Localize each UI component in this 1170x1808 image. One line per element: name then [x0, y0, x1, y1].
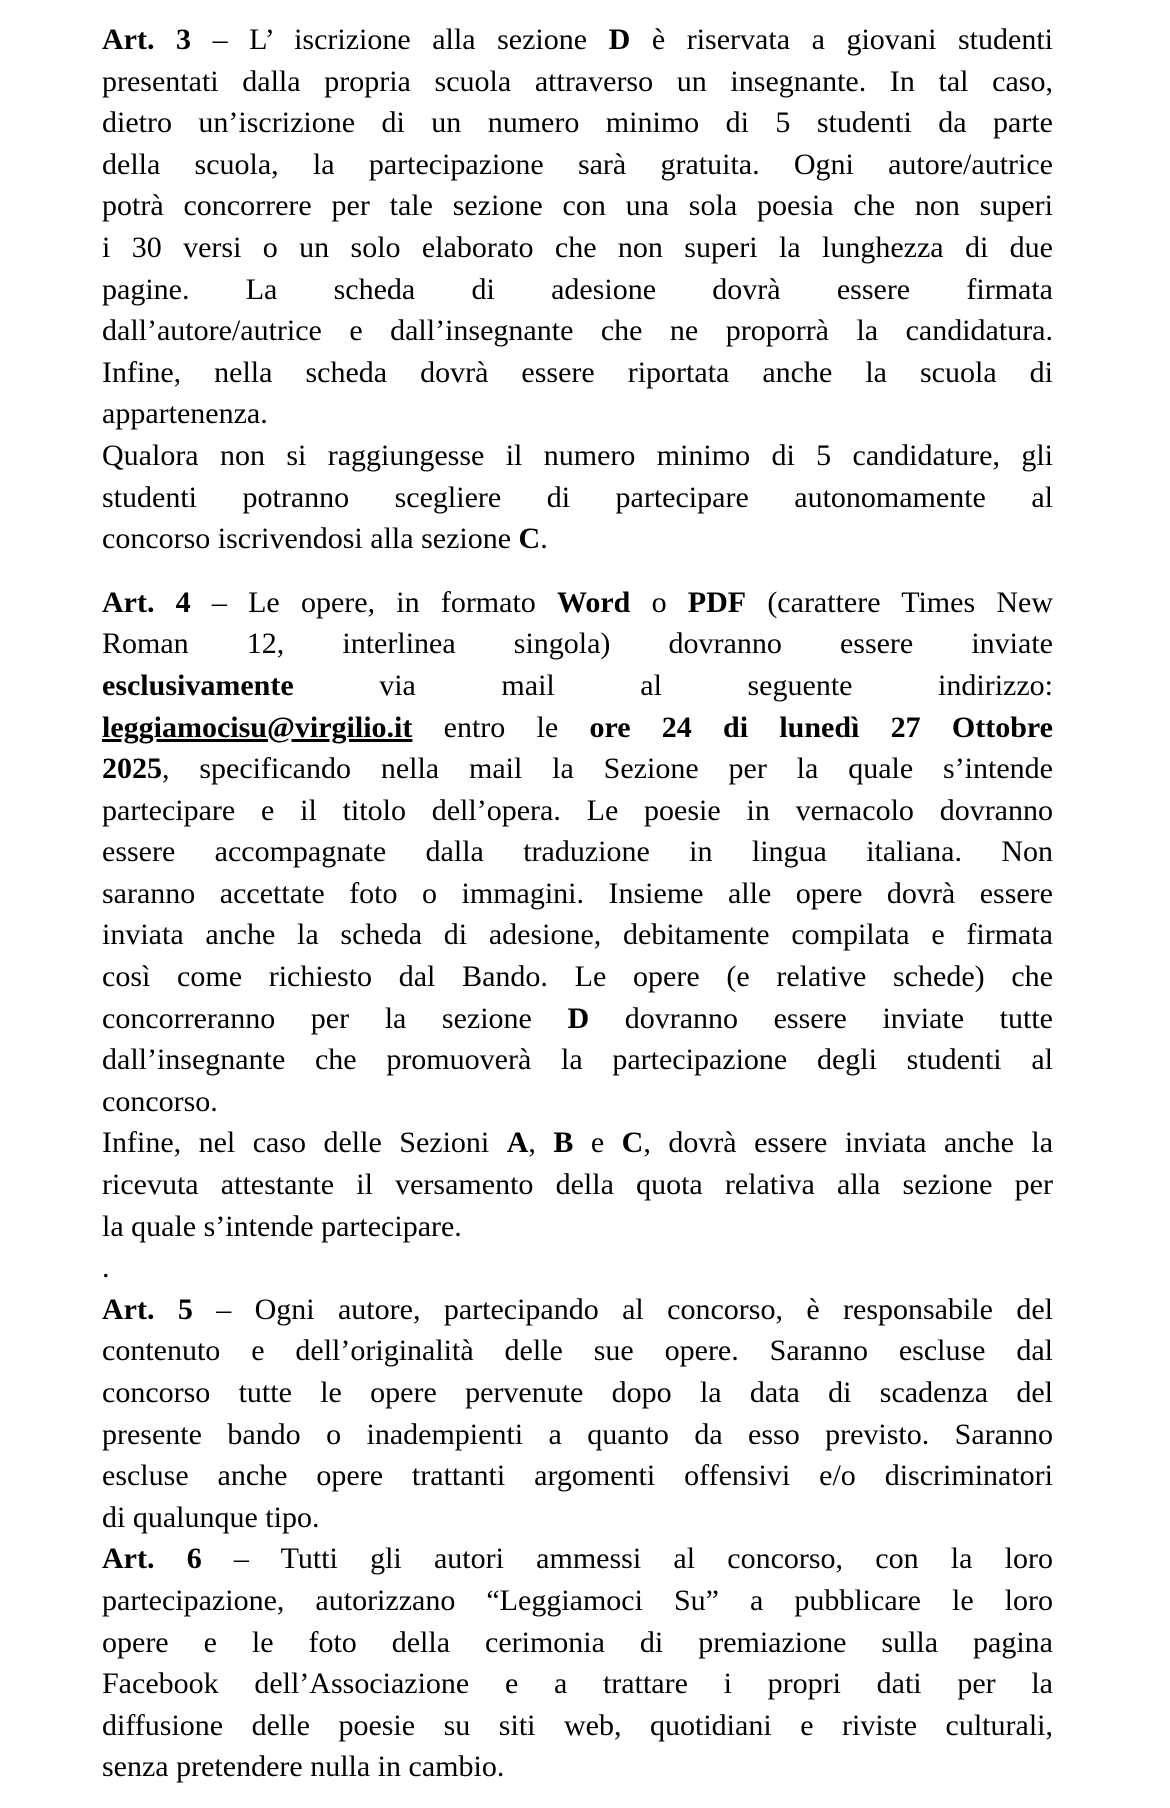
text-line: i 30 versi o un solo elaborato che non superi la lunghezza di due	[102, 230, 1053, 264]
text-line: appartenenza.	[102, 397, 268, 431]
document-body	[102, 19, 1053, 1788]
text-run: Art. 4	[102, 585, 191, 619]
text-line: Infine, nella scheda dovrà essere riportata anche la scuola di	[102, 355, 1053, 389]
text-line: presente bando o inadempienti a quanto da esso previsto. Saranno	[102, 1417, 1053, 1451]
text-line: presentati dalla propria scuola attraverso un insegnante. In tal caso,	[102, 64, 1053, 98]
text-run: D	[608, 23, 631, 56]
text-line: ricevuta attestante il versamento della quota relativa alla sezione per	[102, 1168, 1053, 1202]
paragraph-dot-line	[102, 1247, 1053, 1289]
text-line: opere e le foto della cerimonia di premiazione sulla pagina	[102, 1625, 1053, 1659]
text-line: Qualora non si raggiungesse il numero minimo di 5 candidature, gli	[102, 438, 1053, 472]
text-line: .	[102, 1251, 110, 1285]
text-run: 2025	[102, 752, 162, 786]
text-line: saranno accettate foto o immagini. Insieme alle opere dovrà essere	[102, 876, 1053, 910]
text-run: concorreranno per la sezione	[102, 1001, 568, 1035]
text-run: Infine, nel caso delle Sezioni	[102, 1126, 507, 1160]
paragraph-art-4-infine	[102, 1122, 1053, 1247]
text-line	[102, 1538, 1053, 1580]
paragraph-art-5	[102, 1289, 1053, 1539]
text-run: B	[553, 1126, 574, 1160]
text-run: D	[567, 1001, 590, 1035]
text-line: Roman 12, interlinea singola) dovranno essere inviate	[102, 627, 1053, 661]
paragraph-art-3-qualora	[102, 435, 1053, 560]
text-line: dall’insegnante che promuoverà la partecipazione degli studenti al	[102, 1043, 1053, 1077]
text-run: Word	[557, 585, 631, 619]
text-run: è riservata a giovani studenti	[630, 23, 1053, 56]
text-run: Art. 5	[102, 1292, 193, 1326]
text-run: ,	[528, 1126, 554, 1160]
text-line: la quale s’intende partecipare.	[102, 1209, 462, 1243]
text-run: PDF	[687, 585, 747, 619]
text-line	[102, 582, 1053, 624]
text-run: o	[630, 585, 688, 619]
text-line: inviata anche la scheda di adesione, debitamente compilata e firmata	[102, 918, 1053, 952]
text-line: della scuola, la partecipazione sarà gratuita. Ogni autore/autrice	[102, 147, 1053, 181]
text-line: contenuto e dell’originalità delle sue opere. Saranno escluse dal	[102, 1334, 1053, 1368]
text-run: concorso iscrivendosi alla sezione	[102, 522, 519, 556]
text-run: , specificando nella mail la Sezione per la quale s’intende	[162, 752, 1053, 786]
text-run: via mail al seguente indirizzo:	[293, 668, 1053, 702]
text-line	[102, 1289, 1053, 1331]
text-run: – Ogni autore, partecipando al concorso, è responsabile del	[192, 1292, 1053, 1326]
text-line: pagine. La scheda di adesione dovrà essere firmata	[102, 272, 1053, 306]
text-run: (carattere Times New	[746, 585, 1053, 619]
text-run: Art. 3	[102, 23, 192, 56]
text-run: C	[621, 1126, 644, 1160]
text-run: C	[518, 522, 541, 556]
text-run: , dovrà essere inviata anche la	[643, 1126, 1054, 1160]
paragraph-art-3	[102, 19, 1053, 435]
paragraph-art-6	[102, 1538, 1053, 1788]
text-run: ore 24 di lunedì 27 Ottobre	[589, 710, 1053, 744]
text-line: così come richiesto dal Bando. Le opere (e relative schede) che	[102, 960, 1053, 994]
text-run: – Le opere, in formato	[190, 585, 557, 619]
text-line	[102, 998, 1053, 1040]
text-line: diffusione delle poesie su siti web, quotidiani e riviste culturali,	[102, 1708, 1053, 1742]
text-run: .	[540, 522, 548, 556]
email-link[interactable]: leggiamocisu@virgilio.it	[102, 710, 413, 744]
text-line: essere accompagnate dalla traduzione in lingua italiana. Non	[102, 835, 1053, 869]
text-run: dovranno essere inviate tutte	[589, 1001, 1053, 1035]
text-line	[102, 707, 1053, 749]
text-line: Facebook dell’Associazione e a trattare i propri dati per la	[102, 1667, 1053, 1701]
text-line: potrà concorrere per tale sezione con una sola poesia che non superi	[102, 189, 1053, 223]
text-line: concorso tutte le opere pervenute dopo la data di scadenza del	[102, 1376, 1053, 1409]
text-line: di qualunque tipo.	[102, 1500, 320, 1534]
paragraph-art-4	[102, 582, 1053, 1123]
text-line: dietro un’iscrizione di un numero minimo di 5 studenti da parte	[102, 106, 1053, 140]
text-line	[102, 1122, 1053, 1164]
text-line	[102, 665, 1053, 707]
text-run: Art. 6	[102, 1542, 202, 1576]
text-run: esclusivamente	[102, 668, 294, 702]
text-line: concorso.	[102, 1084, 218, 1118]
text-line: senza pretendere nulla in cambio.	[102, 1750, 505, 1784]
text-run: – Tutti gli autori ammessi al concorso, con la loro	[201, 1542, 1053, 1576]
text-line: partecipare e il titolo dell’opera. Le poesie in vernacolo dovranno	[102, 793, 1053, 827]
text-line: escluse anche opere trattanti argomenti offensivi e/o discriminatori	[102, 1459, 1053, 1493]
text-run: e	[573, 1126, 622, 1160]
text-line: studenti potranno scegliere di partecipare autonomamente al	[102, 480, 1053, 514]
text-run: – L’ iscrizione alla sezione	[191, 23, 609, 56]
text-line	[102, 518, 1053, 560]
text-line	[102, 19, 1053, 61]
text-run: entro le	[412, 710, 590, 744]
text-run: A	[506, 1126, 529, 1160]
text-line	[102, 748, 1053, 790]
text-line: partecipazione, autorizzano “Leggiamoci Su” a pubblicare le loro	[102, 1583, 1053, 1617]
text-line: dall’autore/autrice e dall’insegnante che ne proporrà la candidatura.	[102, 314, 1053, 348]
